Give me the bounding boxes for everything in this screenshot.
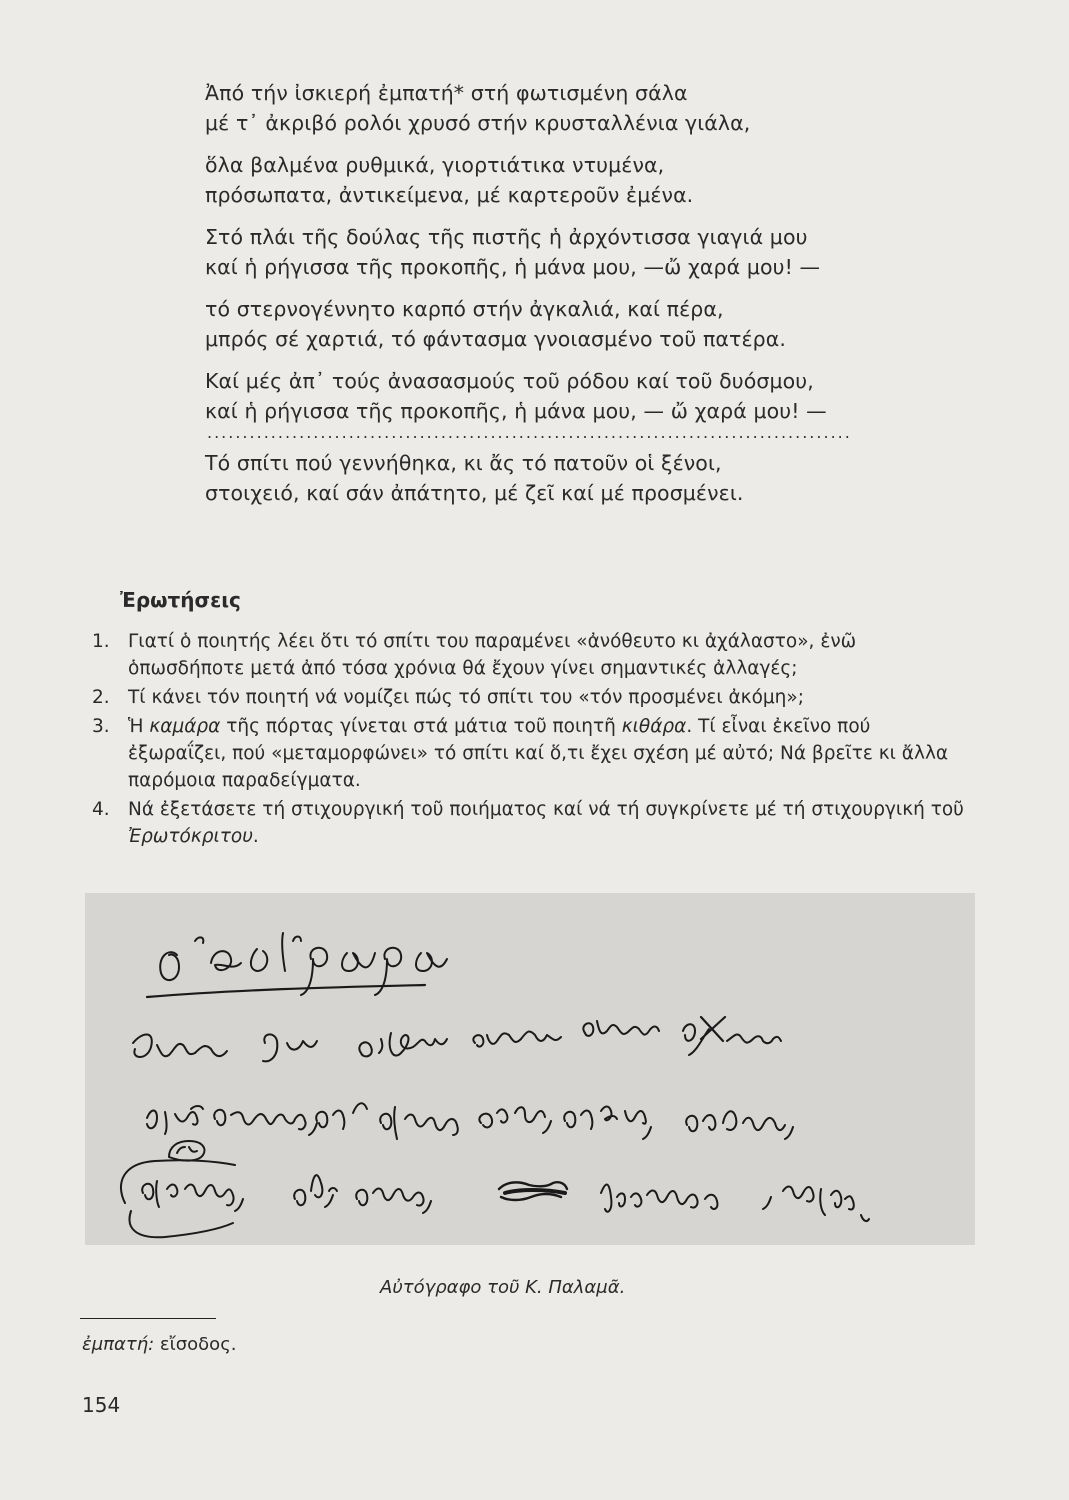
footnote-term: ἐμπατή: [82,1334,155,1355]
question-text: Τί κάνει τόν ποιητή νά νομίζει πώς τό σπίτι του «τόν προσμένει ἀκόμη»; [128,687,804,708]
emphasis-kamara: καμάρα [149,716,221,737]
poem-stanza [205,150,965,210]
omission-dots: ........................................................................................... [207,426,852,440]
question-number: 3. [92,716,110,737]
question-text-part: τῆς πόρτας γίνεται στά μάτια τοῦ ποιητῆ [220,716,622,737]
question-text-part: . Τί εἶναι ἐκεῖνο πού ἐξωραΐζει, πού «μεταμορφώνει» τό σπίτι καί ὅ,τι ἔχει σχέση μέ αὐτό; Νά βρεῖτε κι ἄλλα παρόμοια παραδείγματα. [128,716,949,791]
emphasis-erotokritos: Ἐρωτόκριτου [128,826,253,847]
poem-line: καί ἡ ρήγισσα τῆς προκοπῆς, ἡ μάνα μου, —ὤ χαρά μου! — [205,255,821,279]
questions-list [92,628,972,852]
poem-line: Τό σπίτι πού γεννήθηκα, κι ἄς τό πατοῦν οἱ ξένοι, [205,451,722,475]
poem-stanza [205,294,965,354]
page-number: 154 [82,1393,121,1417]
question-text: Γιατί ὁ ποιητής λέει ὅτι τό σπίτι του παραμένει «ἀνόθευτο κι ἀχάλαστο», ἐνῶ ὁπωσδήποτε μετά ἀπό τόσα χρόνια θά ἔχουν γίνει σημαντικές ἀλλαγές; [128,631,857,679]
questions-heading: Ἐρωτήσεις [120,588,241,612]
final-stanza [205,448,965,508]
question-number: 2. [92,687,110,708]
poem-stanza [205,366,965,426]
poem-line: μπρός σέ χαρτιά, τό φάντασμα γνοιασμένο τοῦ πατέρα. [205,327,786,351]
emphasis-kithara: κιθάρα [621,716,687,737]
question-number: 1. [92,631,110,652]
poem-line: τό στερνογέννητο καρπό στήν ἀγκαλιά, καί πέρα, [205,297,724,321]
poem-line: Ἀπό τήν ἰσκιερή ἐμπατή* στή φωτισμένη σάλα [205,81,688,105]
poem-line: μέ τ᾽ ἀκριβό ρολόι χρυσό στήν κρυσταλλένια γιάλα, [205,111,751,135]
poem [205,78,965,520]
poem-line: στοιχειό, καί σάν ἀπάτητο, μέ ζεῖ καί μέ προσμένει. [205,481,744,505]
question-text-part: . [252,826,259,847]
question-number: 4. [92,799,110,820]
question-item [92,796,972,850]
footnote [82,1334,236,1355]
poem-stanza [205,222,965,282]
handwritten-manuscript-image [85,893,975,1245]
question-text-part: Ἡ [128,716,150,737]
question-item [92,628,972,682]
handwriting-drawing [85,893,975,1245]
poem-line: πρόσωπατα, ἀντικείμενα, μέ καρτεροῦν ἐμένα. [205,183,694,207]
manuscript-caption: Αὐτόγραφο τοῦ Κ. Παλαμᾶ. [380,1277,626,1298]
question-item [92,713,972,794]
question-text-part: Νά ἐξετάσετε τή στιχουργική τοῦ ποιήματος καί νά τή συγκρίνετε μέ τή στιχουργική τοῦ [128,799,964,820]
question-item [92,684,972,711]
question-text [128,799,964,847]
poem-line: ὅλα βαλμένα ρυθμικά, γιορτιάτικα ντυμένα, [205,153,665,177]
footnote-definition: εἴσοδος. [154,1334,237,1355]
question-text [128,716,948,791]
poem-line: καί ἡ ρήγισσα τῆς προκοπῆς, ἡ μάνα μου, — ὤ χαρά μου! — [205,399,827,423]
footnote-rule [80,1318,216,1319]
poem-stanza [205,78,965,138]
poem-line: Καί μές ἀπ᾽ τούς ἀνασασμούς τοῦ ρόδου καί τοῦ δυόσμου, [205,369,814,393]
poem-line: Στό πλάι τῆς δούλας τῆς πιστῆς ἡ ἀρχόντισσα γιαγιά μου [205,225,808,249]
